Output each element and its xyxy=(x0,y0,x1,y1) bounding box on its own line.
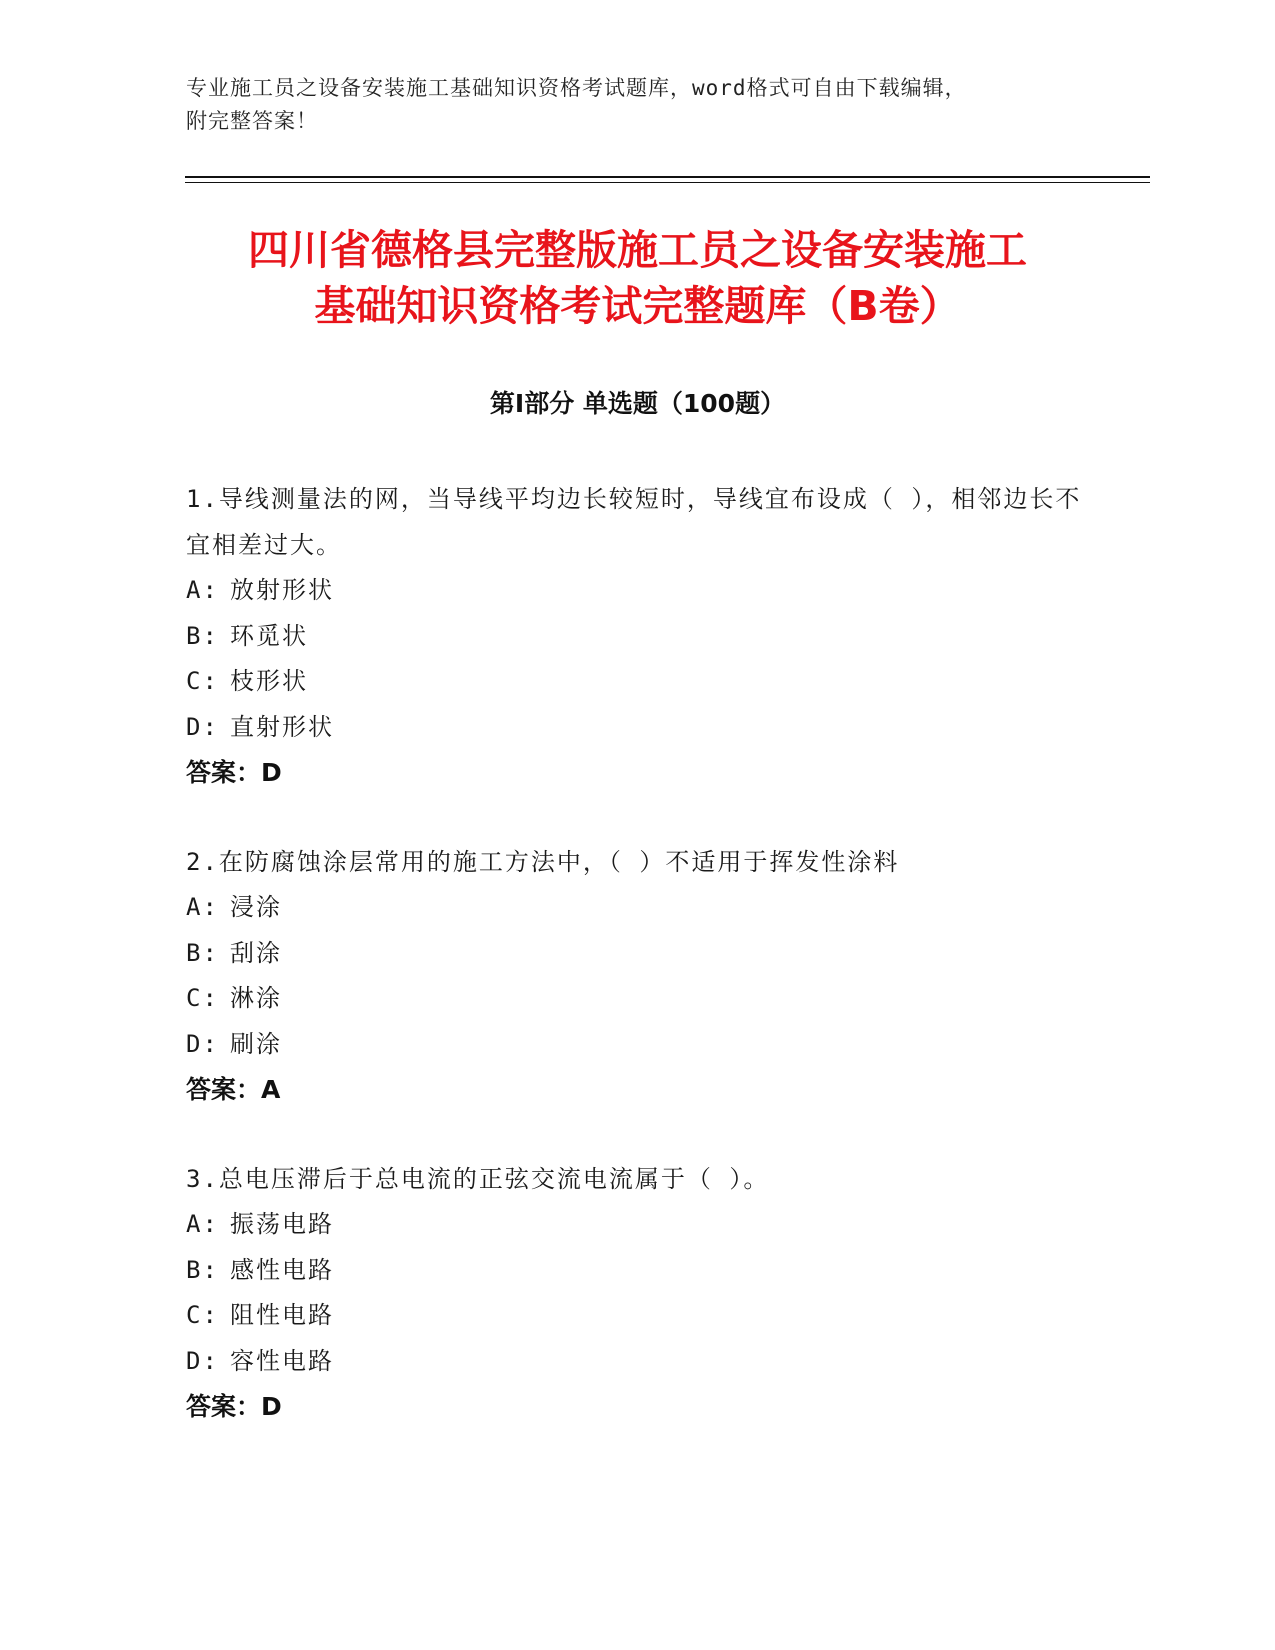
header-divider-thin xyxy=(185,182,1150,183)
header-divider-thick xyxy=(185,176,1150,178)
option-text: 淋涂 xyxy=(230,984,282,1012)
document-title-line-2: 基础知识资格考试完整题库（B卷） xyxy=(314,282,961,330)
option-key: B: xyxy=(186,621,219,650)
option-a xyxy=(186,885,1086,931)
question-list xyxy=(186,476,1086,1473)
question-item xyxy=(186,1156,1086,1430)
question-stem: 1.导线测量法的网，当导线平均边长较短时，导线宜布设成（ ），相邻边长不宜相差过大。 xyxy=(186,485,1082,559)
document-title xyxy=(130,222,1145,334)
question-stem: 2.在防腐蚀涂层常用的施工方法中，（ ）不适用于挥发性涂料 xyxy=(186,848,900,876)
option-d xyxy=(186,705,1086,751)
option-key: C: xyxy=(186,1301,219,1329)
question-item xyxy=(186,839,1086,1113)
option-b xyxy=(186,614,1086,660)
header-note xyxy=(186,72,1086,138)
option-b xyxy=(186,931,1086,977)
option-text: 容性电路 xyxy=(230,1346,334,1375)
option-key: D: xyxy=(186,1346,219,1375)
option-text: 直射形状 xyxy=(230,712,334,741)
option-a xyxy=(186,568,1086,614)
option-d xyxy=(186,1022,1086,1068)
option-text: 刷涂 xyxy=(230,1029,282,1058)
option-key: A: xyxy=(186,893,219,921)
option-text: 环觅状 xyxy=(230,621,308,650)
option-text: 阻性电路 xyxy=(230,1301,334,1329)
answer-line: 答案：D xyxy=(186,1392,282,1421)
option-key: A: xyxy=(186,1210,219,1238)
option-text: 刮涂 xyxy=(230,938,282,967)
option-key: C: xyxy=(186,984,219,1012)
option-a xyxy=(186,1202,1086,1248)
option-key: B: xyxy=(186,1255,219,1284)
option-key: D: xyxy=(186,712,219,741)
option-key: C: xyxy=(186,667,219,695)
question-item xyxy=(186,476,1086,796)
option-text: 枝形状 xyxy=(230,667,308,695)
option-key: A: xyxy=(186,576,219,604)
document-title-line-1: 四川省德格县完整版施工员之设备安装施工 xyxy=(248,226,1027,274)
option-text: 放射形状 xyxy=(230,576,334,604)
option-d xyxy=(186,1339,1086,1385)
option-text: 浸涂 xyxy=(230,893,282,921)
answer-line: 答案：A xyxy=(186,1075,281,1104)
question-stem: 3.总电压滞后于总电流的正弦交流电流属于（ ）。 xyxy=(186,1165,770,1193)
option-b xyxy=(186,1248,1086,1294)
option-key: B: xyxy=(186,938,219,967)
option-c xyxy=(186,659,1086,705)
option-c xyxy=(186,976,1086,1022)
option-key: D: xyxy=(186,1029,219,1058)
option-c xyxy=(186,1293,1086,1339)
answer-line: 答案：D xyxy=(186,758,282,787)
header-note-line-2: 附完整答案！ xyxy=(186,109,318,133)
header-note-line-1: 专业施工员之设备安装施工基础知识资格考试题库，word格式可自由下载编辑， xyxy=(186,76,967,100)
option-text: 感性电路 xyxy=(230,1255,334,1284)
section-title: 第Ⅰ部分 单选题（100题） xyxy=(489,389,786,418)
option-text: 振荡电路 xyxy=(230,1210,334,1238)
